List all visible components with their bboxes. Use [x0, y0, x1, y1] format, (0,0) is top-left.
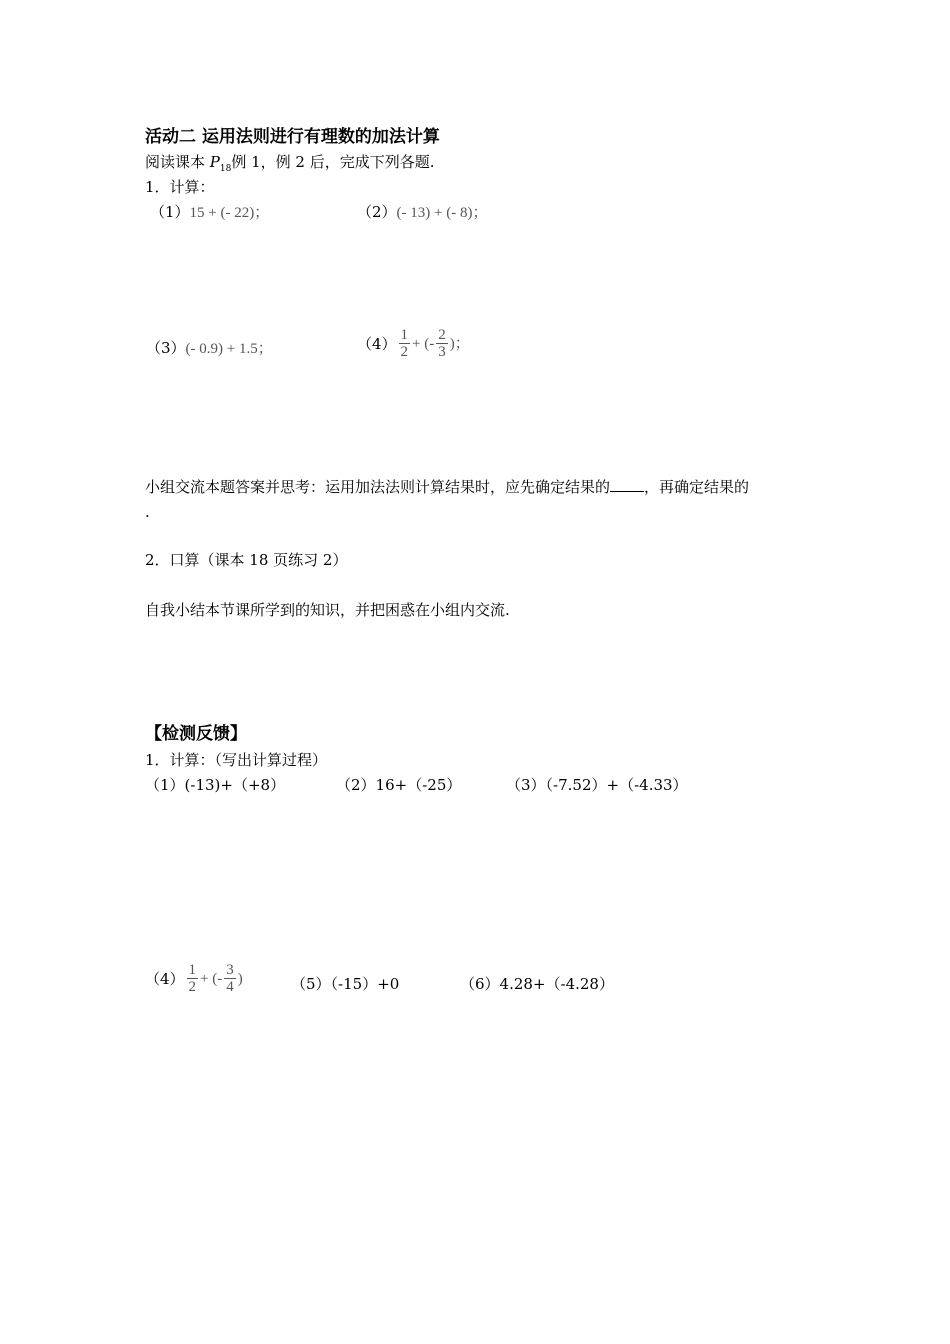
feedback-fraction-2-numerator: 3 [226, 962, 234, 978]
feedback-problem-5 [291, 974, 399, 994]
discussion-pre: 小组交流本题答案并思考：运用加法法则计算结果时，应先确定结果的 [145, 478, 611, 496]
fraction-1-numerator: 1 [400, 327, 409, 343]
feedback-title: 【检测反馈】 [145, 724, 247, 744]
intro-pre: 阅读课本 [145, 153, 210, 171]
problem-3-number: （3） [146, 339, 186, 357]
feedback-problem-6-expr: 4.28+（-4.28） [499, 975, 614, 993]
feedback-fraction-2 [224, 962, 236, 995]
q2-text: 2．口算（课本 18 页练习 2） [145, 551, 348, 569]
feedback-problem-6-number: （6） [460, 975, 500, 993]
feedback-problem-3 [506, 775, 688, 795]
feedback-problem-2-expr: 16+（-25） [375, 776, 462, 794]
feedback-q1-label: 1．计算：（写出计算过程） [145, 751, 328, 769]
feedback-problem-4-operator: + (- [200, 970, 223, 987]
feedback-fraction-1-denominator: 2 [188, 979, 197, 995]
summary-text: 自我小结本节课所学到的知识，并把困惑在小组内交流. [145, 601, 510, 619]
problem-3 [146, 338, 273, 359]
feedback-problem-4-close: ) [237, 970, 243, 987]
feedback-problem-3-expr: （-7.52）+（-4.33） [545, 776, 688, 794]
problem-2-expr: (- 13) + (- 8)； [396, 205, 488, 221]
intro-post: 例 1，例 2 后，完成下列各题. [231, 153, 435, 171]
feedback-fraction-2-denominator: 4 [226, 979, 234, 995]
discussion-mid: ，再确定结果的 [644, 478, 750, 496]
answer-blank[interactable] [610, 477, 644, 492]
q1-label: 1．计算： [145, 178, 215, 196]
feedback-problem-4-number: （4） [145, 969, 185, 988]
feedback-problem-6 [460, 974, 614, 994]
problem-1 [150, 202, 269, 223]
fraction-1-denominator: 2 [400, 344, 409, 360]
problem-3-expr: (- 0.9) + 1.5； [185, 341, 273, 357]
feedback-problem-1-expr: (-13)+（+8） [184, 776, 286, 794]
feedback-problem-2-number: （2） [336, 776, 376, 794]
problem-2 [357, 202, 487, 223]
feedback-fraction-1-numerator: 1 [188, 962, 197, 978]
problem-4-number: （4） [357, 334, 397, 353]
problem-4-close: )； [449, 335, 470, 352]
feedback-problem-4 [145, 962, 243, 995]
feedback-problem-3-number: （3） [506, 776, 546, 794]
fraction-2-numerator: 2 [438, 327, 446, 343]
intro-page-letter: P [209, 153, 220, 171]
fraction-1 [399, 327, 411, 360]
feedback-problem-5-expr: （-15）+0 [330, 975, 400, 993]
fraction-2 [436, 327, 448, 360]
problem-4-operator: + (- [412, 335, 435, 352]
problem-1-number: （1） [150, 203, 190, 221]
feedback-problem-1-number: （1） [145, 776, 185, 794]
problem-1-expr: 15 + (- 22)； [189, 205, 270, 221]
discussion-end: . [145, 503, 150, 521]
discussion-text [145, 477, 749, 497]
activity-title: 活动二 运用法则进行有理数的加法计算 [145, 127, 440, 147]
intro-text [145, 152, 435, 179]
fraction-2-denominator: 3 [438, 344, 446, 360]
feedback-problem-1 [145, 775, 285, 795]
feedback-fraction-1 [187, 962, 199, 995]
problem-2-number: （2） [357, 203, 397, 221]
feedback-problem-5-number: （5） [291, 975, 331, 993]
problem-4 [357, 327, 470, 360]
intro-page-number: 18 [219, 164, 232, 174]
feedback-problem-2 [336, 775, 461, 795]
